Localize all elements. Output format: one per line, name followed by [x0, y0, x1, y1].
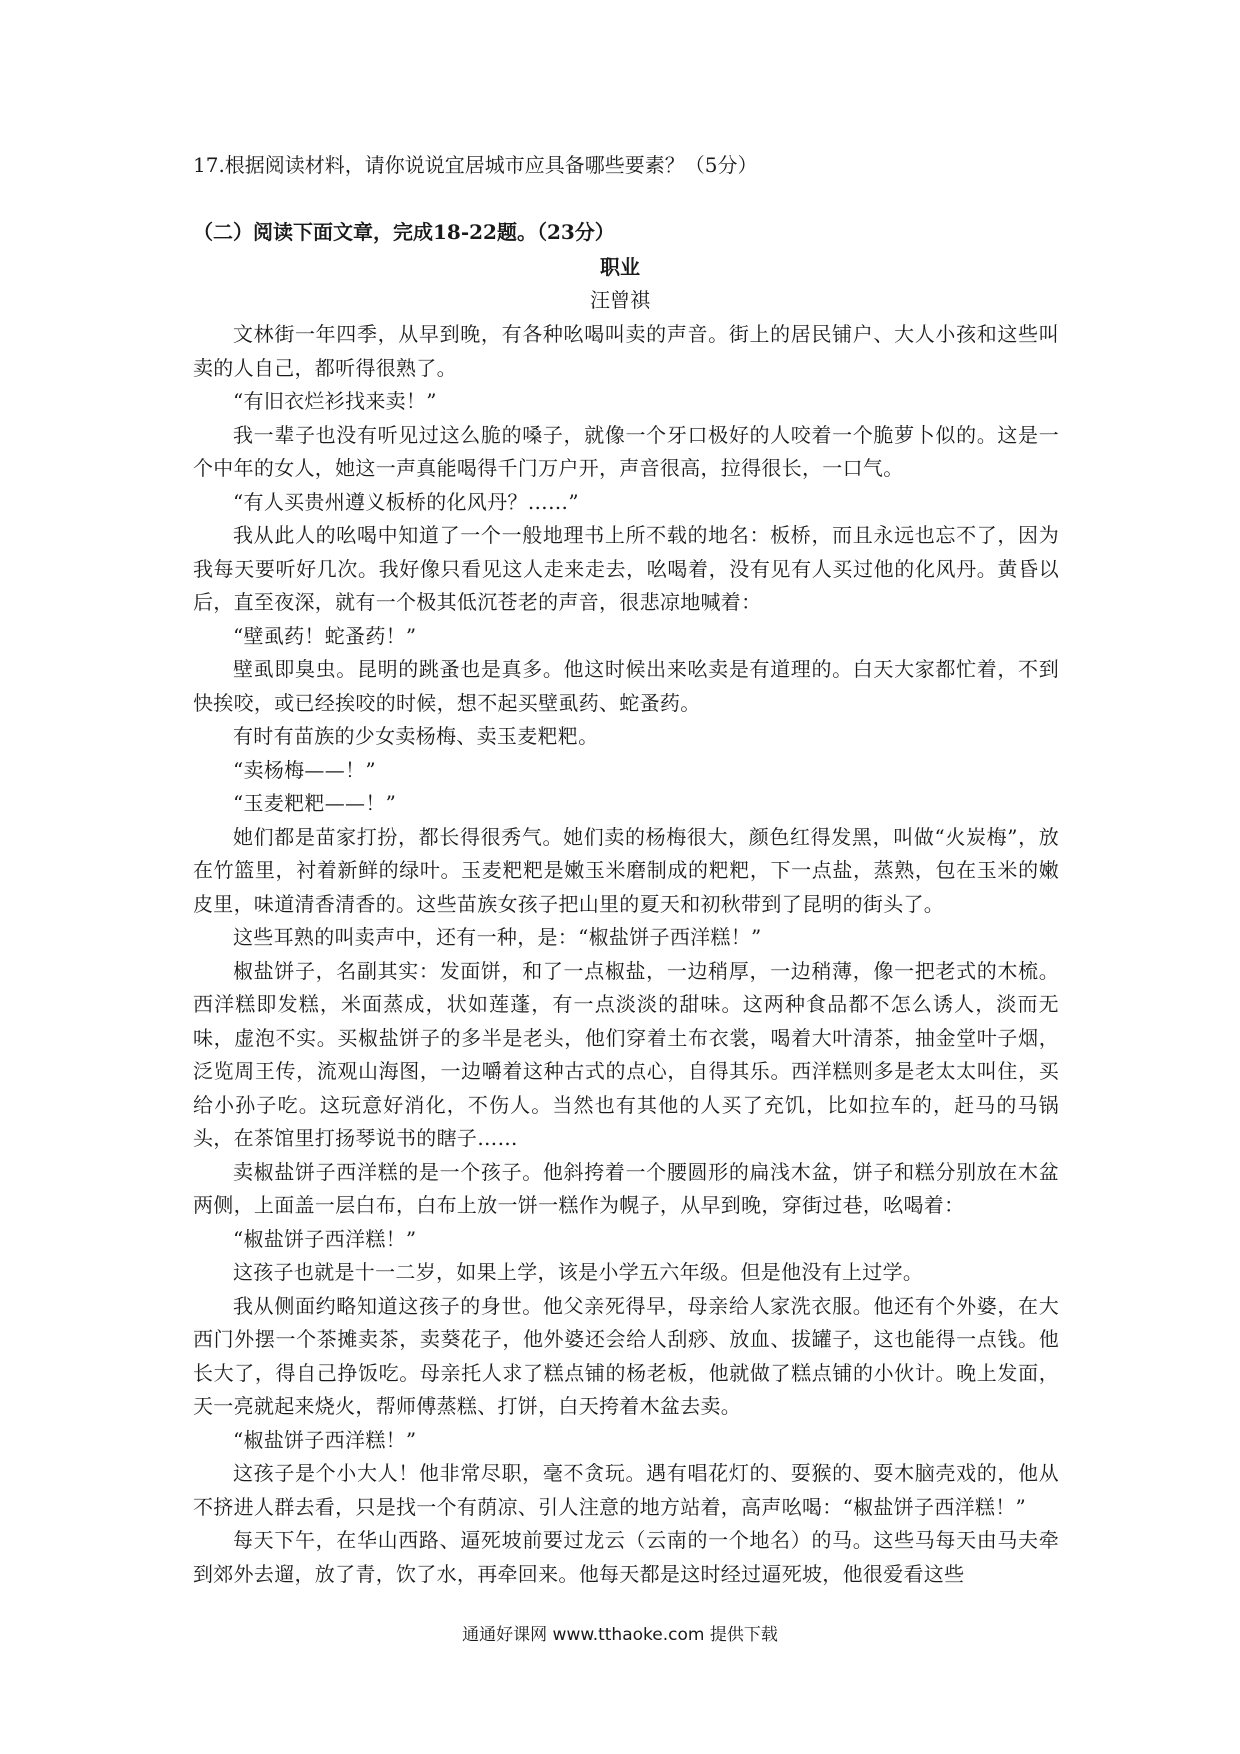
paragraph: “有旧衣烂衫找来卖！” [233, 389, 437, 413]
paragraph: 我从此人的吆喝中知道了一个一般地理书上所不载的地名：板桥，而且永远也忘不了，因为我每天要听好几次。我好像只看见这人走来走去，吆喝着，没有见有人买过他的化风丹。黄昏以后，直至夜深，就有一个极其低沉苍老的声音，很悲凉地喊着： [193, 523, 1059, 614]
article-title: 职业 [600, 255, 640, 279]
paragraph: 壁虱即臭虫。昆明的跳蚤也是真多。他这时候出来吆卖是有道理的。白天大家都忙着，不到快挨咬，或已经挨咬的时候，想不起买壁虱药、蛇蚤药。 [193, 657, 1059, 715]
paragraph: “椒盐饼子西洋糕！” [233, 1226, 417, 1251]
paragraph: 我一辈子也没有听见过这么脆的嗓子，就像一个牙口极好的人咬着一个脆萝卜似的。这是一个中年的女人，她这一声真能喝得千门万户开，声音很高，拉得很长，一口气。 [193, 422, 1059, 480]
article-author: 汪曾祺 [590, 288, 650, 312]
paragraph: 这些耳熟的叫卖声中，还有一种，是：“椒盐饼子西洋糕！” [233, 925, 762, 949]
paragraph: 她们都是苗家打扮，都长得很秀气。她们卖的杨梅很大，颜色红得发黑，叫做“火炭梅”，放在竹篮里，衬着新鲜的绿叶。玉麦粑粑是嫩玉米磨制成的粑粑，下一点盐，蒸熟，包在玉米的嫩皮里，味道清香清香的。这些苗族女孩子把山里的夏天和初秋带到了昆明的街头了。 [193, 824, 1059, 916]
paragraph: 我从侧面约略知道这孩子的身世。他父亲死得早，母亲给人家洗衣服。他还有个外婆，在大西门外摆一个茶摊卖茶，卖葵花子，他外婆还会给人刮痧、放血、拔罐子，这也能得一点钱。他长大了，得自己挣饭吃。母亲托人求了糕点铺的杨老板，他就做了糕点铺的小伙计。晚上发面，天一亮就起来烧火，帮师傅蒸糕、打饼，白天挎着木盆去卖。 [193, 1293, 1059, 1418]
paragraph: “壁虱药！蛇蚤药！” [233, 623, 417, 648]
paragraph: 这孩子是个小大人！他非常尽职，毫不贪玩。遇有唱花灯的、耍猴的、耍木脑壳戏的，他从不挤进人群去看，只是找一个有荫凉、引人注意的地方站着，高声吆喝：“椒盐饼子西洋糕！” [193, 1461, 1059, 1519]
paragraph: “椒盐饼子西洋糕！” [233, 1427, 417, 1452]
paragraph: 文林街一年四季，从早到晚，有各种吆喝叫卖的声音。街上的居民铺户、大人小孩和这些叫卖的人自己，都听得很熟了。 [193, 322, 1059, 380]
article-body [193, 318, 1059, 1591]
section-heading: （二）阅读下面文章，完成18-22题。（23分） [193, 220, 615, 244]
paragraph: 有时有苗族的少女卖杨梅、卖玉麦粑粑。 [233, 724, 599, 748]
paragraph: “卖杨梅——！” [233, 757, 376, 782]
paragraph: “有人买贵州遵义板桥的化风丹？……” [233, 489, 579, 514]
paragraph: 卖椒盐饼子西洋糕的是一个孩子。他斜挎着一个腰圆形的扁浅木盆，饼子和糕分别放在木盆两侧，上面盖一层白布，白布上放一饼一糕作为幌子，从早到晚，穿街过巷，吆喝着： [193, 1159, 1059, 1217]
paragraph: 椒盐饼子，名副其实：发面饼，和了一点椒盐，一边稍厚，一边稍薄，像一把老式的木梳。西洋糕即发糕，米面蒸成，状如莲蓬，有一点淡淡的甜味。这两种食品都不怎么诱人，淡而无味，虚泡不实。买椒盐饼子的多半是老头，他们穿着土布衣裳，喝着大叶清茶，抽金堂叶子烟，泛览周王传，流观山海图，一边嚼着这种古式的点心，自得其乐。西洋糕则多是老太太叫住，买给小孙子吃。这玩意好消化，不伤人。当然也有其他的人买了充饥，比如拉车的，赶马的马锅头，在茶馆里打扬琴说书的瞎子…… [193, 958, 1059, 1150]
question-17: 17.根据阅读材料，请你说说宜居城市应具备哪些要素？（5分） [193, 153, 758, 177]
paragraph: 这孩子也就是十一二岁，如果上学，该是小学五六年级。但是他没有上过学。 [233, 1260, 924, 1284]
footer-source: 通通好课网 www.tthaoke.com 提供下载 [462, 1625, 778, 1645]
paragraph: “玉麦粑粑——！” [233, 791, 397, 815]
paragraph: 每天下午，在华山西路、逼死坡前要过龙云（云南的一个地名）的马。这些马每天由马夫牵到郊外去遛，放了青，饮了水，再牵回来。他每天都是这时经过逼死坡，他很爱看这些 [193, 1528, 1059, 1586]
